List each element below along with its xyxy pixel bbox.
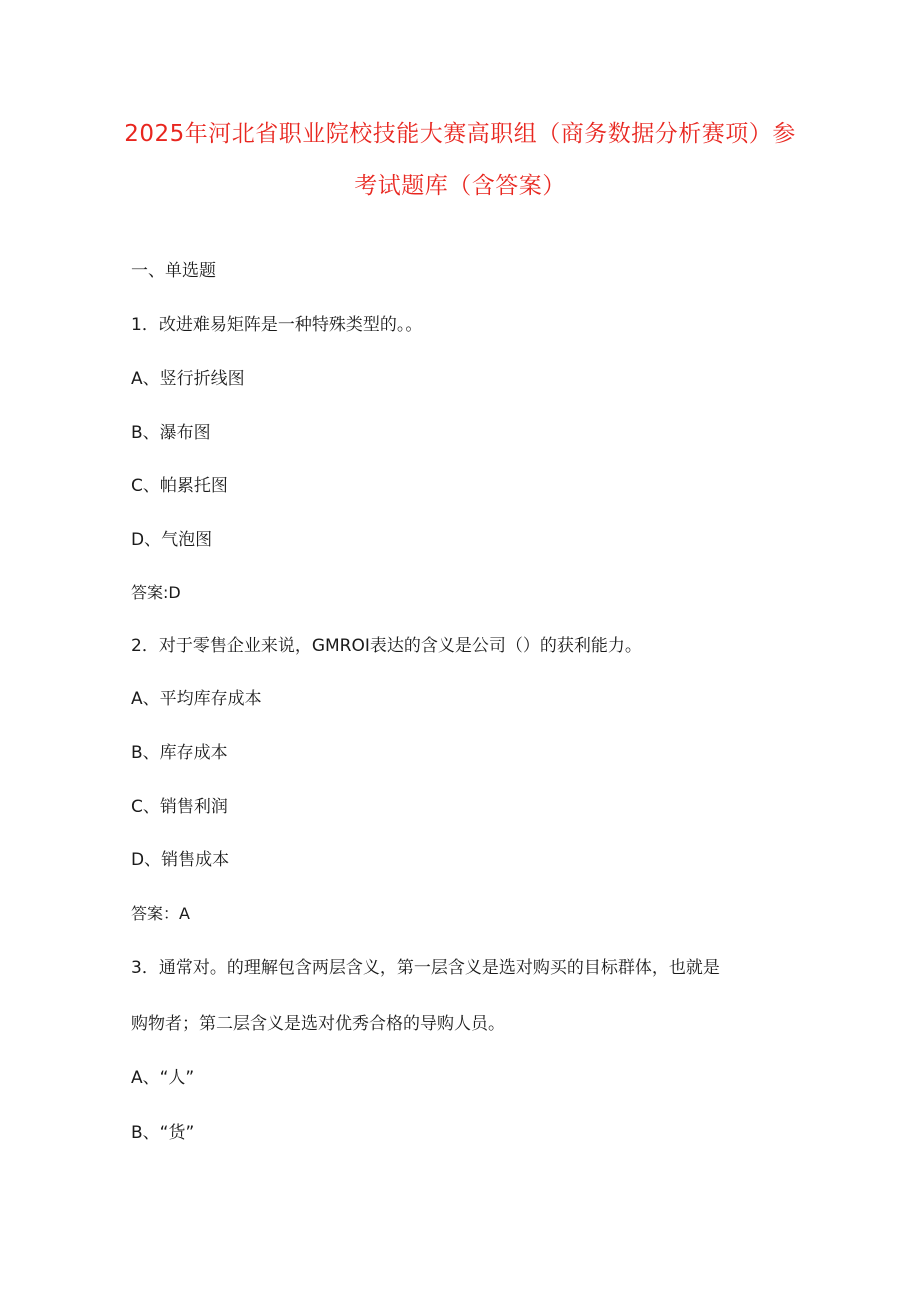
question-2-option-a: A、平均库存成本 [131, 689, 262, 709]
question-1-answer: 答案:D [131, 583, 181, 602]
title-line-2: 考试题库（含答案） [354, 173, 566, 199]
question-3-option-a: A、“人” [131, 1068, 195, 1088]
question-2-answer: 答案：A [131, 904, 190, 923]
question-1-option-d: D、气泡图 [131, 530, 213, 550]
question-2-option-c: C、销售利润 [131, 797, 228, 817]
question-1-stem: 1．改进难易矩阵是一种特殊类型的。。 [131, 315, 423, 335]
question-2-option-d: D、销售成本 [131, 850, 230, 870]
question-1-option-b: B、瀑布图 [131, 423, 211, 443]
document-title [110, 108, 810, 212]
question-2-stem: 2．对于零售企业来说，GMROI表达的含义是公司（）的获利能力。 [131, 636, 642, 656]
title-line-1: 2025年河北省职业院校技能大赛高职组（商务数据分析赛项）参 [124, 121, 796, 147]
section-heading: 一、单选题 [131, 261, 216, 281]
question-3-stem-line-2: 购物者；第二层含义是选对优秀合格的导购人员。 [131, 1014, 505, 1034]
question-3-stem-line-1: 3．通常对。的理解包含两层含义，第一层含义是选对购买的目标群体，也就是 [131, 958, 720, 978]
question-3-option-b: B、“货” [131, 1123, 195, 1143]
question-2-option-b: B、库存成本 [131, 743, 228, 763]
question-1-option-a: A、竖行折线图 [131, 369, 245, 389]
question-1-option-c: C、帕累托图 [131, 476, 228, 496]
